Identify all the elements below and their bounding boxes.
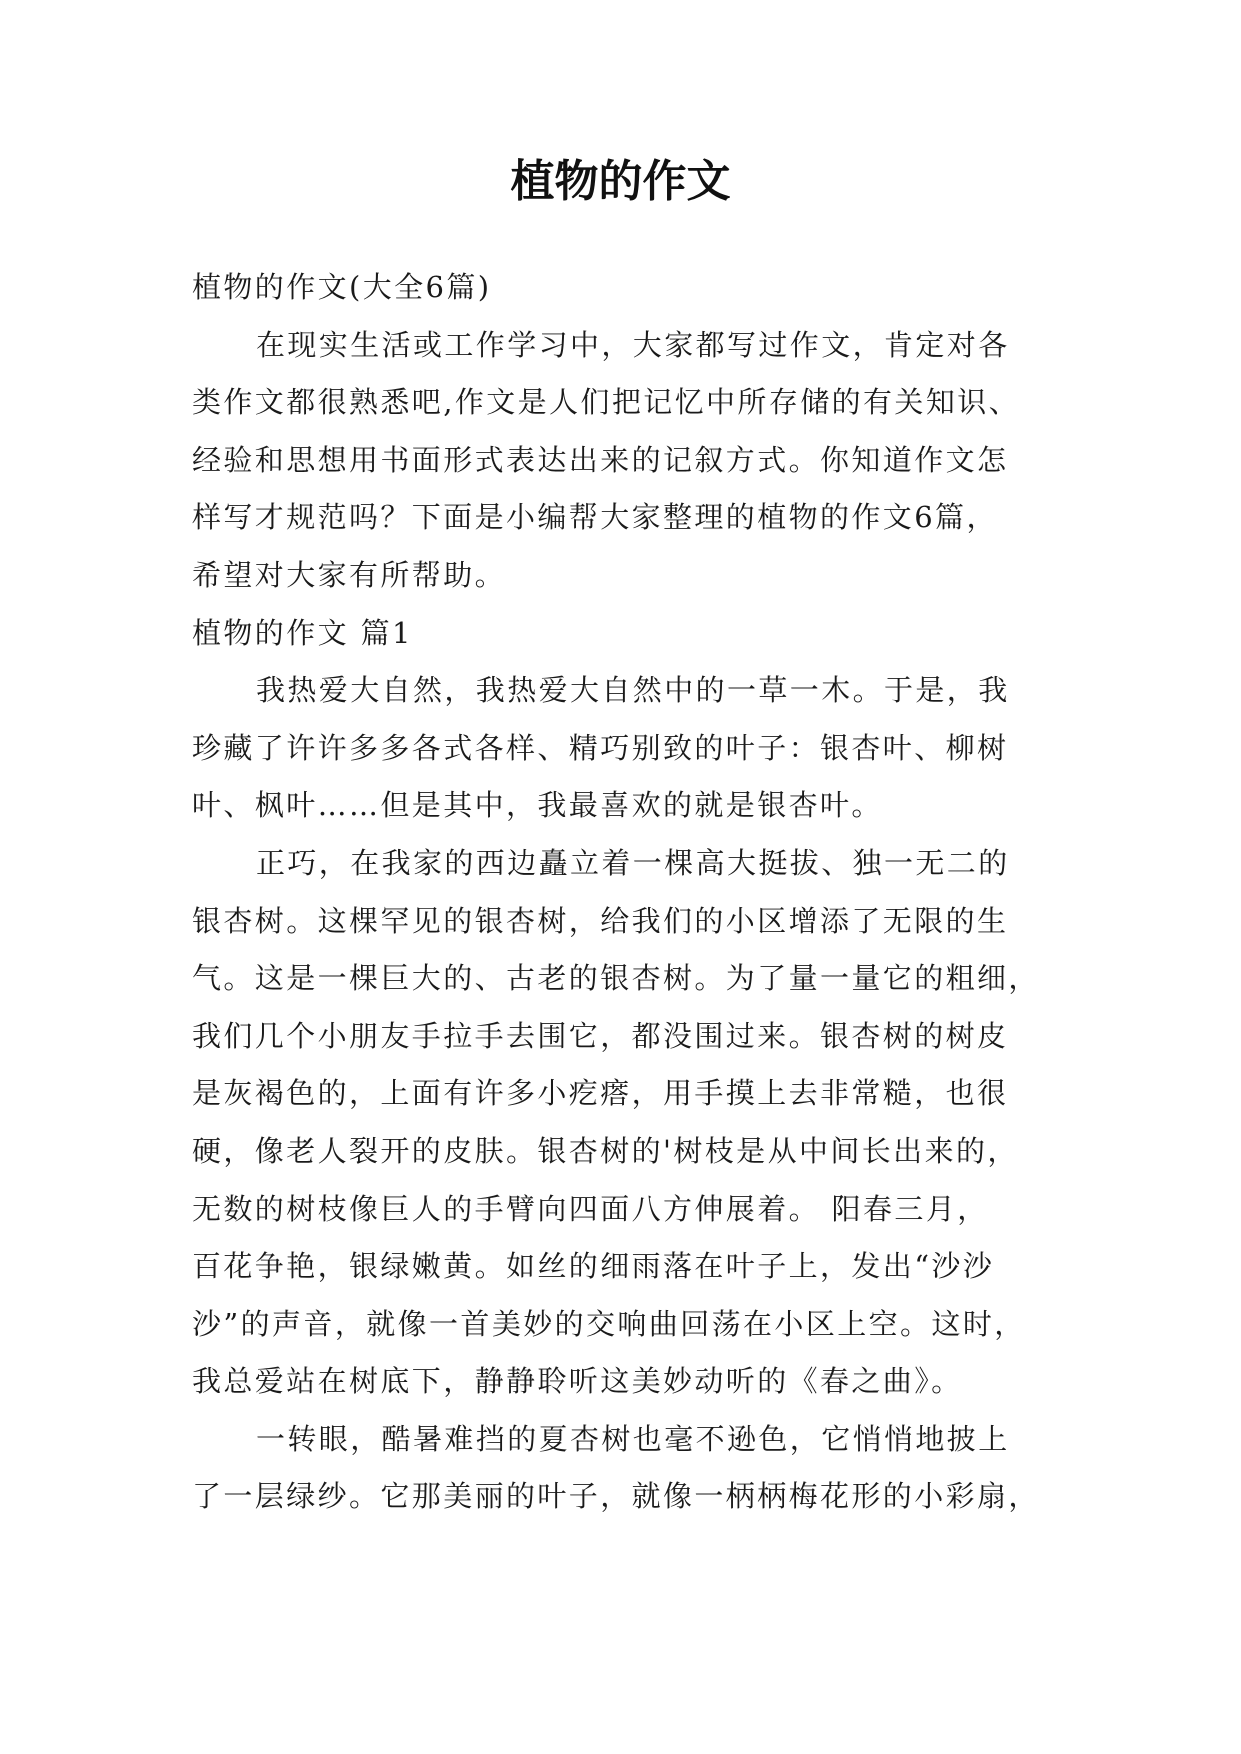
- text-line: 沙”的声音，就像一首美妙的交响曲回荡在小区上空。这时，: [192, 1306, 1026, 1341]
- text-line: 样写才规范吗？下面是小编帮大家整理的植物的作文6篇，: [192, 500, 998, 535]
- text-line: 了一层绿纱。它那美丽的叶子，就像一柄柄梅花形的小彩扇，: [192, 1479, 1040, 1514]
- text-line: 我总爱站在树底下，静静聆听这美妙动听的《春之曲》。: [192, 1364, 963, 1399]
- document-title: 植物的作文: [510, 156, 731, 207]
- text-line: 气。这是一棵巨大的、古老的银杏树。为了量一量它的粗细，: [192, 961, 1040, 996]
- text-line: 在现实生活或工作学习中，大家都写过作文，肯定对各: [256, 327, 1010, 362]
- text-line: 硬，像老人裂开的皮肤。银杏树的'树枝是从中间长出来的，: [192, 1133, 1019, 1168]
- text-line: 珍藏了许许多多各式各样、精巧别致的叶子：银杏叶、柳树: [192, 730, 1009, 765]
- text-line: 植物的作文 篇1: [192, 615, 413, 650]
- text-line: 无数的树枝像巨人的手臂向四面八方伸展着。 阳春三月，: [192, 1191, 989, 1226]
- text-line: 叶、枫叶……但是其中，我最喜欢的就是银杏叶。: [192, 788, 883, 823]
- text-line: 我热爱大自然，我热爱大自然中的一草一木。于是，我: [256, 673, 1010, 708]
- text-line: 类作文都很熟悉吧,作文是人们把记忆中所存储的有关知识、: [192, 385, 1021, 420]
- text-line: 是灰褐色的，上面有许多小疙瘩，用手摸上去非常糙，也很: [192, 1076, 1009, 1111]
- text-line: 我们几个小朋友手拉手去围它，都没围过来。银杏树的树皮: [192, 1018, 1009, 1053]
- text-line: 银杏树。这棵罕见的银杏树，给我们的小区增添了无限的生: [192, 903, 1009, 938]
- text-line: 百花争艳，银绿嫩黄。如丝的细雨落在叶子上，发出“沙沙: [192, 1249, 995, 1284]
- text-line: 一转眼，酷暑难挡的夏杏树也毫不逊色，它悄悄地披上: [256, 1421, 1010, 1456]
- text-line: 正巧，在我家的西边矗立着一棵高大挺拔、独一无二的: [256, 845, 1010, 880]
- text-line: 希望对大家有所帮助。: [192, 557, 507, 592]
- document-body: [192, 259, 1072, 1526]
- text-line: 经验和思想用书面形式表达出来的记叙方式。你知道作文怎: [192, 442, 1009, 477]
- text-line: 植物的作文(大全6篇): [192, 270, 492, 304]
